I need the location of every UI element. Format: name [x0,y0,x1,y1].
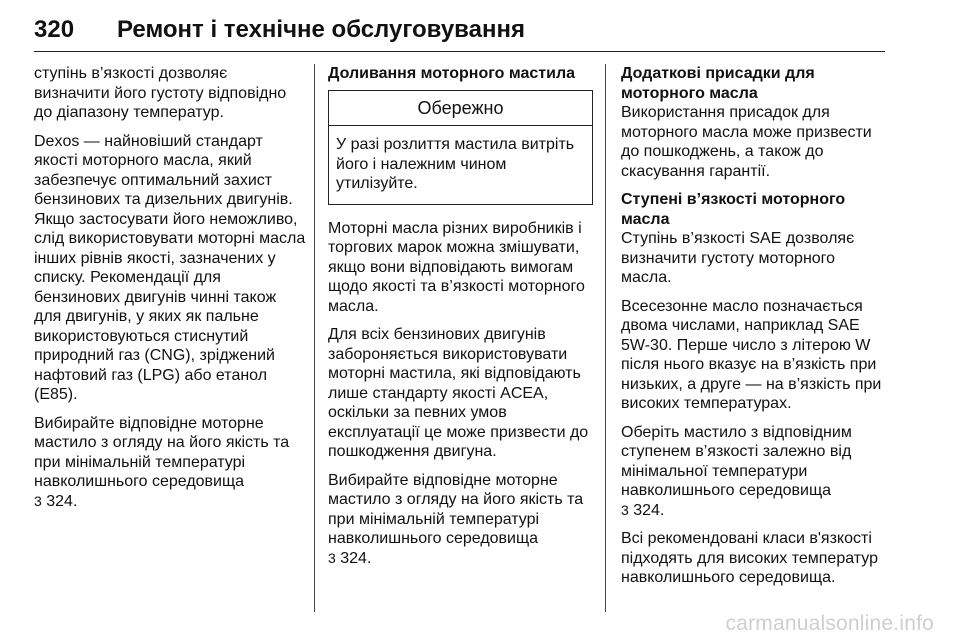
reference-page: 324. [46,492,78,510]
caution-text: У разі розлиття мастила витріть його і належним чином утилізуйте. [336,136,575,192]
watermark: carmanualsonline.info [725,612,934,635]
paragraph: Всесезонне масло позначається двома числами, наприклад SAE 5W-30. Перше число з літерою W після нього вказує на в’язкість при низьких, а друге — на в’язкість при високих температурах. [621,297,882,412]
section-heading: Додаткові присадки для моторного масла [621,65,815,102]
page-reference[interactable] [34,493,77,510]
paragraph-text: Оберіть мастило з відповідним ступенем в’язкості залежно від мінімальної температури навколишнього середовища [621,423,852,499]
section-heading: Доливання моторного мастила [328,65,576,82]
column-2 [328,64,593,577]
reference-arrow-icon: 3 [328,549,336,566]
paragraph: Ступінь в’язкості SAE дозволяє визначити густоту моторного масла. [621,230,855,286]
paragraph: Всі рекомендовані класи в'язкості підходять для високих температур навколишнього середовища. [621,530,878,586]
paragraph: Використання присадок для моторного масла може призвести до пошкоджень, а також до скасування гарантії. [621,104,872,180]
reference-arrow-icon: 3 [34,492,42,509]
column-3 [621,64,887,597]
reference-arrow-icon: 3 [621,501,629,518]
page-reference[interactable] [621,502,664,519]
reference-page: 324. [633,501,665,519]
paragraph [328,471,593,569]
paragraph [34,414,306,512]
paragraph: Моторні масла різних виробників і торгових марок можна змішувати, якщо вони відповідають вимогам щодо якості та в’язкості моторного масла. [328,219,585,315]
paragraph-text: Вибирайте відповідне моторне мастило з огляду на його якість та при мінімальній температурі навколишнього середовища [328,471,584,547]
column-1 [34,64,306,520]
paragraph: ступінь в’язкості дозволяє визначити його густоту відповідно до діапазону температур. [34,65,287,121]
caution-box [328,90,593,205]
caution-title: Обережно [329,91,592,127]
page-header [34,12,885,52]
paragraph: Dexos — найновіший стандарт якості моторного масла, який забезпечує оптимальний захист бензинових та дизельних двигунів. Якщо застосувати його неможливо, слід використовувати моторні масла інших рівнів якості, зазначених у списку. Рекомендації для бензинових двигунів чинні також для двигунів, у яких як пальне використовуються стиснутий природний газ (CNG), зріджений нафтовий газ (LPG) або етанол (E85). [34,132,306,403]
reference-page: 324. [340,549,372,567]
paragraph: Для всіх бензинових двигунів забороняється використовувати моторні мастила, які відповідають лише стандарту якості ACEA, оскільки за певних умов експлуатації це може призвести до пошкодження двигуна. [328,326,589,460]
page-number: 320 [34,16,75,43]
page-title: Ремонт і технічне обслуговування [117,16,525,43]
column-divider [314,64,315,612]
paragraph-text: Вибирайте відповідне моторне мастило з огляду на його якість та при мінімальній температурі навколишнього середовища [34,414,290,490]
column-divider [605,64,606,612]
page-reference[interactable] [328,550,371,567]
paragraph [621,423,887,521]
section-heading: Ступені в’язкості моторного масла [621,191,846,228]
